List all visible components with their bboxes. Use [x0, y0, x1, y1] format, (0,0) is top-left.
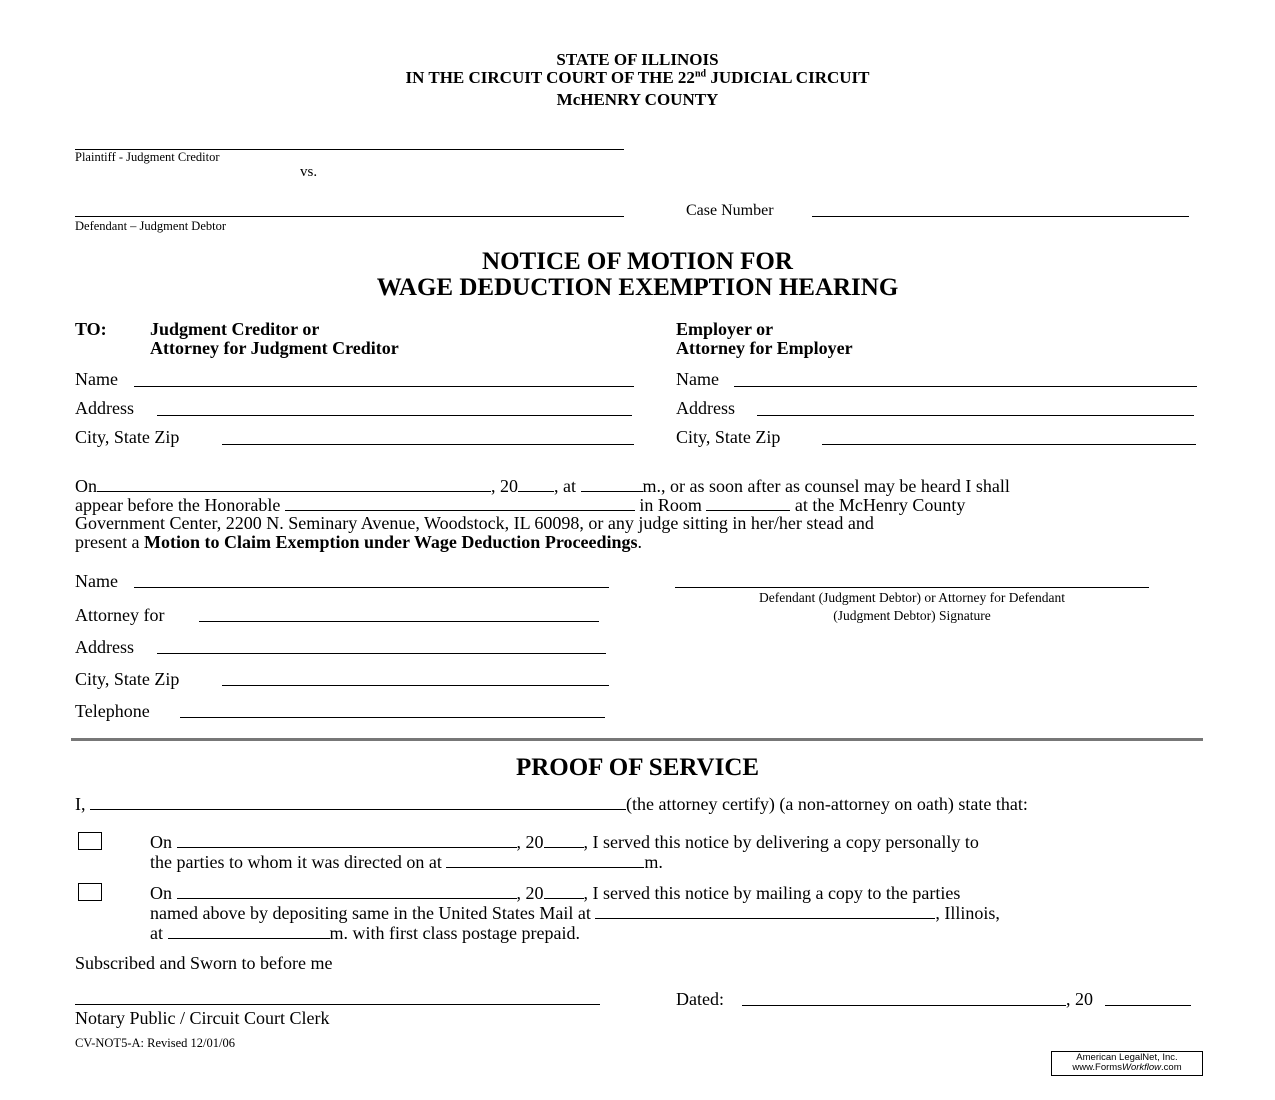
subscribed-text: Subscribed and Sworn to before me [75, 953, 333, 973]
title-line1: NOTICE OF MOTION FOR [482, 248, 793, 275]
creditor-heading-2: Attorney for Judgment Creditor [150, 338, 399, 358]
to-label: TO: [75, 319, 107, 339]
dated-field[interactable] [742, 1005, 1066, 1006]
employer-heading-1: Employer or [676, 319, 774, 339]
defendant-line[interactable] [75, 216, 624, 217]
room-field[interactable] [706, 495, 790, 511]
notary-label: Notary Public / Circuit Court Clerk [75, 1008, 330, 1028]
hearing-time-field[interactable] [581, 476, 643, 492]
header-state: STATE OF ILLINOIS [556, 50, 719, 69]
attorney-name-label: Name [75, 571, 118, 591]
personal-service-checkbox[interactable] [78, 832, 102, 850]
creditor-address-field[interactable] [157, 415, 632, 416]
hearing-year-field[interactable] [518, 476, 554, 492]
mail-service-date-field[interactable] [177, 883, 517, 899]
defendant-label: Defendant – Judgment Debtor [75, 219, 227, 233]
attorney-telephone-label: Telephone [75, 701, 150, 721]
employer-city-label: City, State Zip [676, 427, 781, 447]
legalnet-badge[interactable]: American LegalNet, Inc. www.FormsWorkflow.com [1051, 1051, 1203, 1076]
employer-address-field[interactable] [757, 415, 1194, 416]
form-id: CV-NOT5-A: Revised 12/01/06 [75, 1036, 235, 1050]
employer-address-label: Address [676, 398, 735, 418]
signature-caption-1: Defendant (Judgment Debtor) or Attorney for Defendant [759, 590, 1065, 605]
personal-service-year-field[interactable] [544, 832, 584, 848]
case-number-label: Case Number [686, 202, 774, 219]
mail-location-field[interactable] [595, 903, 935, 919]
attorney-telephone-field[interactable] [180, 717, 605, 718]
attorney-for-label: Attorney for [75, 605, 165, 625]
proof-intro: I, (the attorney certify) (a non-attorney on oath) state that: [75, 794, 1028, 814]
creditor-name-label: Name [75, 369, 118, 389]
case-number-line[interactable] [812, 216, 1189, 217]
personal-service-time-field[interactable] [446, 852, 644, 868]
attorney-address-label: Address [75, 637, 134, 657]
personal-service-text: On , 20 , I served this notice by delivering a copy personally to the parties to whom it was directed on at m. [150, 832, 979, 872]
server-name-field[interactable] [90, 794, 626, 810]
notary-signature-line[interactable] [75, 1004, 600, 1005]
mail-service-year-field[interactable] [544, 883, 584, 899]
dated-year-field[interactable] [1105, 1005, 1191, 1006]
employer-city-field[interactable] [822, 444, 1196, 445]
employer-name-field[interactable] [734, 386, 1197, 387]
mail-service-text: On , 20 , I served this notice by mailing a copy to the parties named above by depositing same in the United States Mail at , Illinois, at m. with first class postage prepaid. [150, 883, 1000, 943]
header-county: McHENRY COUNTY [556, 90, 719, 109]
attorney-name-field[interactable] [134, 587, 609, 588]
judge-name-field[interactable] [285, 495, 635, 511]
creditor-city-field[interactable] [222, 444, 634, 445]
personal-service-date-field[interactable] [177, 832, 517, 848]
section-divider [71, 738, 1203, 741]
proof-title: PROOF OF SERVICE [515, 754, 760, 781]
vs-label: vs. [300, 164, 318, 180]
title-line2: WAGE DEDUCTION EXEMPTION HEARING [376, 274, 899, 301]
signature-caption-2: (Judgment Debtor) Signature [833, 608, 991, 623]
attorney-city-field[interactable] [222, 685, 609, 686]
attorney-address-field[interactable] [157, 653, 606, 654]
signature-line[interactable] [675, 587, 1149, 588]
creditor-heading-1: Judgment Creditor or [150, 319, 320, 339]
hearing-date-field[interactable] [97, 476, 491, 492]
attorney-for-field[interactable] [199, 621, 599, 622]
header-court: IN THE CIRCUIT COURT OF THE 22nd JUDICIAL CIRCUIT [405, 68, 870, 87]
mail-service-checkbox[interactable] [78, 883, 102, 901]
employer-heading-2: Attorney for Employer [676, 338, 853, 358]
plaintiff-label: Plaintiff - Judgment Creditor [75, 150, 220, 164]
mail-time-field[interactable] [168, 923, 330, 939]
employer-name-label: Name [676, 369, 719, 389]
creditor-city-label: City, State Zip [75, 427, 180, 447]
creditor-name-field[interactable] [134, 386, 634, 387]
attorney-city-label: City, State Zip [75, 669, 180, 689]
creditor-address-label: Address [75, 398, 134, 418]
dated-year-label: , 20 [1066, 989, 1093, 1009]
notice-paragraph: On , 20 , at m., or as soon after as counsel may be heard I shall appear before the Honorable in Room at the McHenry County Government Center, 2200 N. Seminary Avenue, Woodstock, IL 60098, or any judge sitting in her/her stead and present a Motion to Claim Exemption under Wage Deduction Proceedings. [75, 476, 1010, 552]
dated-label: Dated: [676, 989, 724, 1009]
